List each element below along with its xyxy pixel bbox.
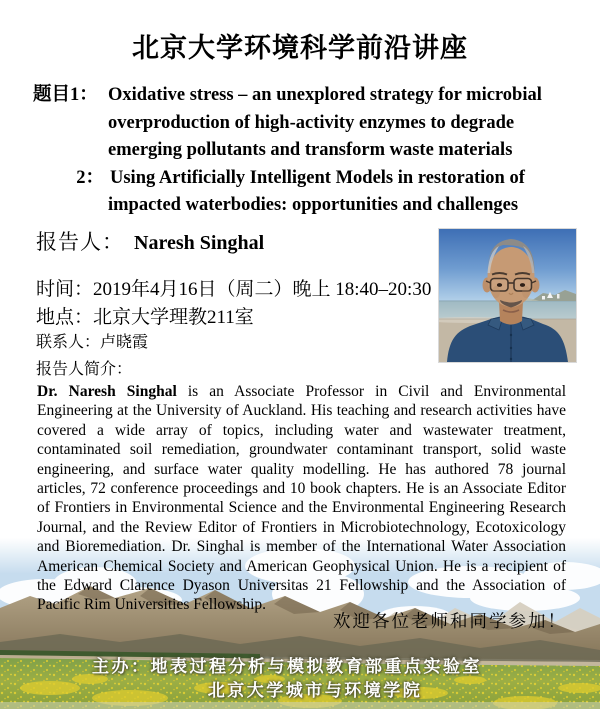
speaker-bio — [37, 382, 566, 615]
time-line — [36, 274, 431, 301]
topic1-label: 题目1： — [33, 85, 98, 105]
topic2-label: 2： — [76, 167, 104, 188]
speaker-line — [36, 226, 264, 256]
speaker-photo-graphic — [439, 229, 576, 362]
topic1-line2: overproduction of high-activity enzymes to degrade — [108, 112, 515, 133]
bio-text: is an Associate Professor in Civil and Environmental Engineering at the University of Auckland. His teaching and research activities have covered a wide array of topics, including water and wastewater treatment, contaminated soil remediation, groundwater contaminant transport, solid waste engineering, and surface water quality modelling. He has authored 78 journal articles, 72 conference proceedings and 10 book chapters. He is an Associate Editor of Frontiers in Environmental Science and the Environmental Engineering Research Journal, and the Review Editor of Frontiers in Microbiotechnology, Ecotoxicology and Bioremediation. Dr. Singhal is member of the International Water Association American Chemical Society and American Geophysical Union. He is a recipient of the Edward Clarence Dyason Universitas 21 Fellowship and the Association of Pacific Rim Universities Fellowship. — [37, 383, 566, 614]
welcome-note: 欢迎各位老师和同学参加！ — [333, 611, 567, 631]
topic2-line1: 2： Using Artificially Intelligent Models in restoration of — [33, 165, 542, 193]
bio-heading: 报告人简介： — [36, 361, 133, 378]
bio-speaker-name: Dr. Naresh Singhal — [37, 383, 177, 400]
speaker-name: Naresh Singhal — [134, 232, 265, 254]
venue-value: 北京大学理教211室 — [93, 307, 254, 328]
host-line-1: 主办：地表过程分析与模拟教育部重点实验室 — [92, 657, 482, 676]
venue-line — [36, 302, 254, 329]
venue-label: 地点： — [36, 307, 94, 328]
lecture-topics — [33, 82, 542, 220]
time-label: 时间： — [36, 279, 94, 300]
contact-label: 联系人： — [36, 334, 101, 351]
topic1-line3: emerging pollutants and transform waste materials — [108, 140, 513, 160]
contact-line — [36, 329, 148, 352]
time-value: 2019年4月16日（周二）晚上 18:40–20:30 — [93, 279, 432, 300]
topic1-line1: 题目1： Oxidative stress – an unexplored strategy for microbial — [33, 82, 542, 110]
speaker-photo — [438, 228, 577, 363]
contact-value: 卢晓霞 — [100, 334, 149, 351]
host-line-2: 北京大学城市与环境学院 — [207, 681, 423, 700]
page-title: 北京大学环境科学前沿讲座 — [132, 33, 468, 64]
speaker-label: 报告人： — [36, 230, 124, 254]
topic2-line2: impacted waterbodies: opportunities and challenges — [108, 195, 519, 215]
